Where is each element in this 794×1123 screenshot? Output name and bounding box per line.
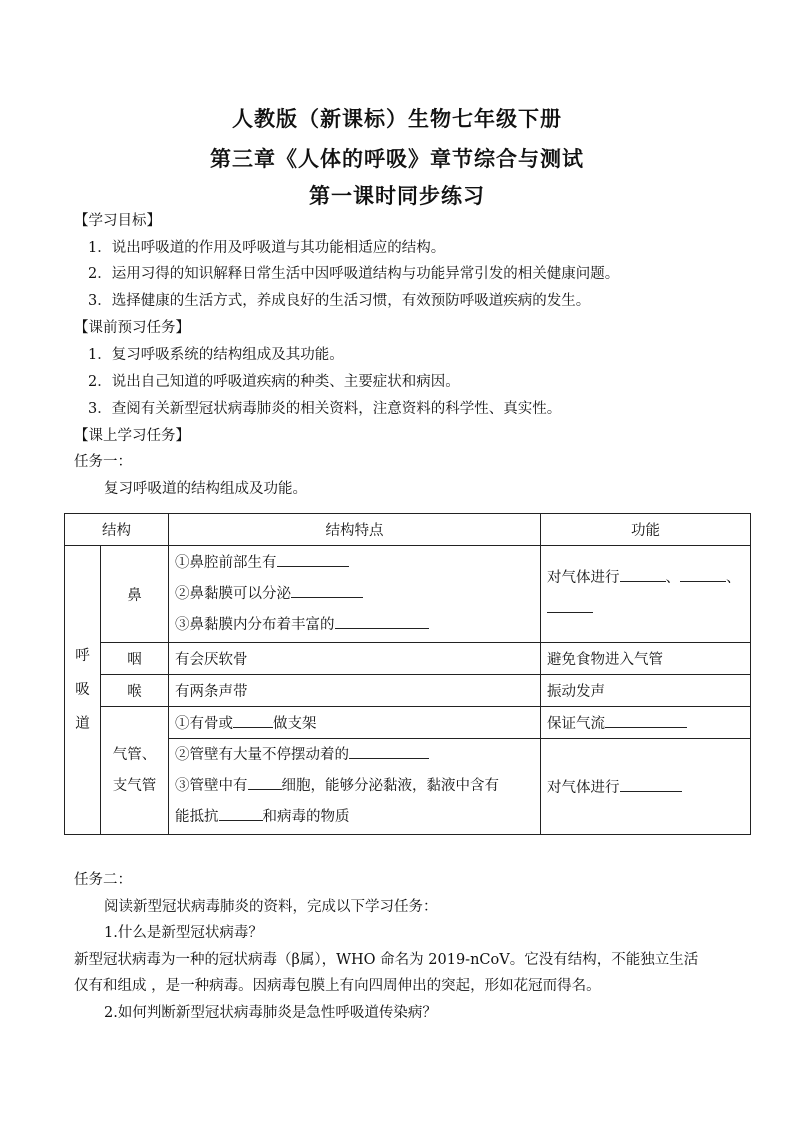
trachea-feature-1-suffix: 做支架 — [273, 716, 317, 732]
nose-function — [541, 546, 751, 643]
answer-blank[interactable] — [291, 583, 363, 598]
answer-blank[interactable] — [605, 713, 687, 728]
document-title-line2: 第三章《人体的呼吸》章节综合与测试 — [210, 147, 584, 171]
task2-label: 任务二： — [74, 872, 132, 888]
separator: 、 — [665, 570, 680, 586]
goal-item-3: 3．选择健康的生活方式，养成良好的生活习惯，有效预防呼吸道疾病的发生。 — [88, 293, 591, 309]
task1-description: 复习呼吸道的结构组成及功能。 — [104, 481, 307, 497]
task2-question-2: 2.如何判断新型冠状病毒肺炎是急性呼吸道传染病？ — [104, 1005, 437, 1021]
answer-blank[interactable] — [233, 713, 273, 728]
header-features: 结构特点 — [169, 514, 541, 546]
answer-blank[interactable] — [620, 777, 682, 792]
trachea-feature-3-suffix: 细胞，能够分泌黏液，黏液中含有 — [281, 778, 499, 794]
goals-heading: 【学习目标】 — [74, 213, 161, 229]
answer-blank[interactable] — [335, 614, 429, 629]
trachea-function-1 — [541, 707, 751, 739]
trachea-function-1-text: 保证气流 — [547, 716, 605, 732]
group-char-1: 呼 — [75, 648, 90, 664]
trachea-feature-3: ③管壁中有 — [175, 778, 248, 794]
document-title-line1: 人教版（新课标）生物七年级下册 — [232, 107, 562, 131]
trachea-feature-1-text: ①有骨或 — [175, 716, 233, 732]
pharynx-function: 避免食物进入气管 — [541, 643, 751, 675]
document-title-line3: 第一课时同步练习 — [309, 184, 485, 208]
preview-item-1: 1．复习呼吸系统的结构组成及其功能。 — [88, 347, 344, 363]
larynx-feature: 有两条声带 — [169, 675, 541, 707]
table-row-nose — [65, 546, 751, 643]
answer-blank[interactable] — [349, 744, 429, 759]
table-row-trachea — [65, 707, 751, 739]
structure-pharynx: 咽 — [101, 643, 169, 675]
inclass-heading: 【课上学习任务】 — [74, 428, 190, 444]
task1-label: 任务一： — [74, 454, 132, 470]
answer-blank[interactable] — [219, 806, 263, 821]
trachea-feature-1 — [169, 707, 541, 739]
task2-answer-1-line2: 仅有和组成 ，是一种病毒。因病毒包膜上有向四周伸出的突起，形如花冠而得名。 — [74, 978, 601, 994]
task2-answer-1-line1: 新型冠状病毒为一种的冠状病毒（β属），WHO 命名为 2019-nCoV。它没有结构，不能独立生活 — [74, 952, 699, 968]
trachea-feature-3-cont-suffix: 和病毒的物质 — [262, 809, 350, 825]
task2-description: 阅读新型冠状病毒肺炎的资料，完成以下学习任务： — [104, 899, 438, 915]
group-char-3: 道 — [75, 716, 90, 732]
group-label-respiratory-tract — [65, 546, 101, 835]
respiratory-tract-table — [64, 513, 751, 835]
trachea-name-line1: 气管、 — [112, 746, 157, 763]
trachea-function-2-text: 对气体进行 — [547, 780, 620, 796]
structure-larynx: 喉 — [101, 675, 169, 707]
header-structure: 结构 — [65, 514, 169, 546]
trachea-function-2 — [541, 739, 751, 835]
nose-feature-3: ③鼻黏膜内分布着丰富的 — [175, 616, 335, 633]
preview-item-3: 3．查阅有关新型冠状病毒肺炎的相关资料，注意资料的科学性、真实性。 — [88, 401, 562, 417]
answer-blank[interactable] — [248, 775, 282, 790]
answer-blank[interactable] — [277, 552, 349, 567]
larynx-function: 振动发声 — [541, 675, 751, 707]
goal-item-1: 1．说出呼吸道的作用及呼吸道与其功能相适应的结构。 — [88, 240, 446, 256]
task2-question-1: 1.什么是新型冠状病毒？ — [104, 925, 263, 941]
answer-blank[interactable] — [620, 567, 666, 582]
table-row-pharynx — [65, 643, 751, 675]
table-row-larynx — [65, 675, 751, 707]
goal-item-2: 2．运用习得的知识解释日常生活中因呼吸道结构与功能异常引发的相关健康问题。 — [88, 266, 620, 282]
table-header-row — [65, 514, 751, 546]
answer-blank[interactable] — [547, 598, 593, 613]
preview-item-2: 2．说出自己知道的呼吸道疾病的种类、主要症状和病因。 — [88, 374, 460, 390]
nose-features — [169, 546, 541, 643]
separator: 、 — [726, 570, 741, 586]
preview-heading: 【课前预习任务】 — [74, 320, 190, 336]
trachea-feature-2: ②管壁有大量不停摆动着的 — [175, 747, 349, 763]
trachea-features-more — [169, 739, 541, 835]
nose-feature-2: ②鼻黏膜可以分泌 — [175, 585, 291, 602]
trachea-feature-3-cont: 能抵抗 — [175, 809, 219, 825]
nose-function-text: 对气体进行 — [547, 570, 620, 586]
pharynx-feature: 有会厌软骨 — [169, 643, 541, 675]
header-function: 功能 — [541, 514, 751, 546]
structure-trachea — [101, 707, 169, 835]
answer-blank[interactable] — [680, 567, 726, 582]
nose-feature-1: ①鼻腔前部生有 — [175, 554, 277, 571]
trachea-name-line2: 支气管 — [112, 777, 157, 794]
group-char-2: 吸 — [75, 682, 90, 698]
structure-nose: 鼻 — [101, 546, 169, 643]
